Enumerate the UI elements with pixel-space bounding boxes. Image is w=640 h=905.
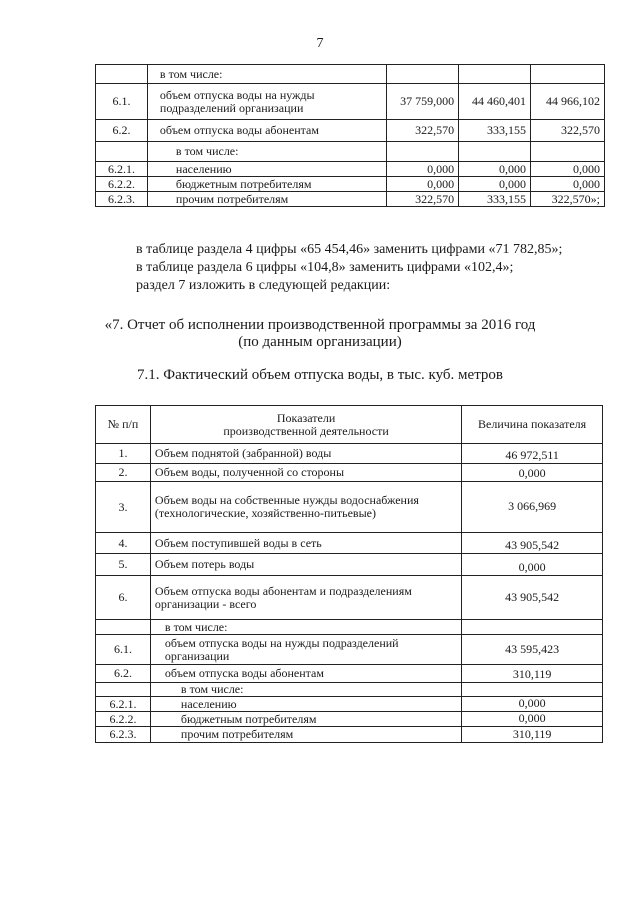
- header-indicators-line2: производственной деятельности: [223, 423, 389, 438]
- page-number: 7: [316, 36, 324, 51]
- row-label: в том числе:: [150, 620, 461, 635]
- table-row: [96, 162, 605, 177]
- row-number: 6.2.: [96, 665, 151, 683]
- row-value: 43 595,423: [462, 635, 603, 665]
- row-label: Объем отпуска воды абонентам и подразделениям организации - всего: [150, 576, 461, 620]
- row-number: 6.2.3.: [96, 727, 151, 743]
- row-label: в том числе:: [150, 683, 461, 697]
- row-value-2: 0,000: [459, 177, 531, 192]
- table-row: [96, 554, 603, 576]
- row-number: 3.: [96, 482, 151, 533]
- row-label: объем отпуска воды на нужды подразделений организации: [147, 84, 386, 120]
- table-row: [96, 620, 603, 635]
- table-row: [96, 635, 603, 665]
- row-value-2: 333,155: [459, 120, 531, 142]
- table-row: [96, 665, 603, 683]
- table-row: [96, 482, 603, 533]
- row-value-3: [531, 142, 605, 162]
- row-number: [96, 65, 148, 84]
- continued-table: [95, 64, 605, 207]
- row-value-1: [387, 65, 459, 84]
- row-value-2: 0,000: [459, 162, 531, 177]
- amendment-paragraph: в таблице раздела 6 цифры «104,8» заменить цифрами «102,4»;: [136, 260, 514, 275]
- row-value: [462, 620, 603, 635]
- row-value-2: [459, 142, 531, 162]
- row-value-3: 0,000: [531, 177, 605, 192]
- row-value-1: 322,570: [387, 120, 459, 142]
- row-number: 6.2.3.: [96, 192, 148, 207]
- row-number: 6.2.: [96, 120, 148, 142]
- table-row: [96, 464, 603, 482]
- table-row: [96, 444, 603, 464]
- row-value-2: 333,155: [459, 192, 531, 207]
- row-label: Объем потерь воды: [150, 554, 461, 576]
- row-label: населению: [150, 697, 461, 712]
- row-value-3: 0,000: [531, 162, 605, 177]
- row-value-3: 322,570: [531, 120, 605, 142]
- table-row: [96, 177, 605, 192]
- row-number: 6.2.1.: [96, 162, 148, 177]
- row-number: 6.2.2.: [96, 712, 151, 727]
- table-row: [96, 84, 605, 120]
- row-value-2: 44 460,401: [459, 84, 531, 120]
- row-value-3: 322,570»;: [531, 192, 605, 207]
- table-row: [96, 533, 603, 554]
- row-label: объем отпуска воды абонентам: [147, 120, 386, 142]
- table-row: [96, 576, 603, 620]
- row-value-1: 0,000: [387, 177, 459, 192]
- row-number: [96, 142, 148, 162]
- table-row: [96, 697, 603, 712]
- header-indicators-line1: Показатели: [276, 410, 336, 425]
- row-label: бюджетным потребителям: [150, 712, 461, 727]
- row-value: 43 905,542: [462, 576, 603, 620]
- row-value-3: [531, 65, 605, 84]
- row-label: Объем воды, полученной со стороны: [150, 464, 461, 482]
- row-value-1: 0,000: [387, 162, 459, 177]
- amendment-paragraph: в таблице раздела 4 цифры «65 454,46» заменить цифрами «71 782,85»;: [136, 242, 563, 257]
- row-value-1: [387, 142, 459, 162]
- table-header-row: [96, 406, 603, 444]
- row-value: 0,000: [462, 554, 603, 576]
- row-value: 46 972,511: [462, 444, 603, 464]
- table-row: [96, 142, 605, 162]
- row-value-1: 37 759,000: [387, 84, 459, 120]
- table-row: [96, 120, 605, 142]
- row-value-3: 44 966,102: [531, 84, 605, 120]
- row-value: 43 905,542: [462, 533, 603, 554]
- row-number: 6.1.: [96, 84, 148, 120]
- row-number: 2.: [96, 464, 151, 482]
- row-label: в том числе:: [147, 65, 386, 84]
- row-number: 6.2.1.: [96, 697, 151, 712]
- row-label: Объем поднятой (забранной) воды: [150, 444, 461, 464]
- table-row: [96, 683, 603, 697]
- row-number: 6.: [96, 576, 151, 620]
- row-value-1: 322,570: [387, 192, 459, 207]
- row-number: 1.: [96, 444, 151, 464]
- row-number: [96, 620, 151, 635]
- section-title: «7. Отчет об исполнении производственной программы за 2016 год: [104, 317, 536, 333]
- subsection-title: 7.1. Фактический объем отпуска воды, в тыс. куб. метров: [136, 367, 504, 383]
- row-value: 310,119: [462, 727, 603, 743]
- row-value: [462, 683, 603, 697]
- table-row: [96, 65, 605, 84]
- section-subtitle: (по данным организации): [238, 334, 402, 350]
- row-value: 3 066,969: [462, 482, 603, 533]
- row-label: прочим потребителям: [147, 192, 386, 207]
- row-value: 0,000: [462, 712, 603, 727]
- row-label: в том числе:: [147, 142, 386, 162]
- row-label: бюджетным потребителям: [147, 177, 386, 192]
- row-label: объем отпуска воды абонентам: [150, 665, 461, 683]
- row-label: объем отпуска воды на нужды подразделений организации: [150, 635, 461, 665]
- row-number: 5.: [96, 554, 151, 576]
- row-label: Объем поступившей воды в сеть: [150, 533, 461, 554]
- row-value: 0,000: [462, 464, 603, 482]
- table-row: [96, 727, 603, 743]
- row-number: 6.1.: [96, 635, 151, 665]
- table-row: [96, 712, 603, 727]
- row-label: Объем воды на собственные нужды водоснабжения (технологические, хозяйственно-питьевые): [150, 482, 461, 533]
- header-value: Величина показателя: [462, 406, 603, 444]
- water-volume-table: [95, 405, 603, 743]
- header-indicators: [150, 406, 461, 444]
- amendment-paragraph: раздел 7 изложить в следующей редакции:: [136, 278, 391, 293]
- row-value-2: [459, 65, 531, 84]
- row-number: 4.: [96, 533, 151, 554]
- row-label: населению: [147, 162, 386, 177]
- row-label: прочим потребителям: [150, 727, 461, 743]
- row-number: [96, 683, 151, 697]
- row-value: 310,119: [462, 665, 603, 683]
- row-number: 6.2.2.: [96, 177, 148, 192]
- row-value: 0,000: [462, 697, 603, 712]
- table-row: [96, 192, 605, 207]
- header-number: № п/п: [96, 406, 151, 444]
